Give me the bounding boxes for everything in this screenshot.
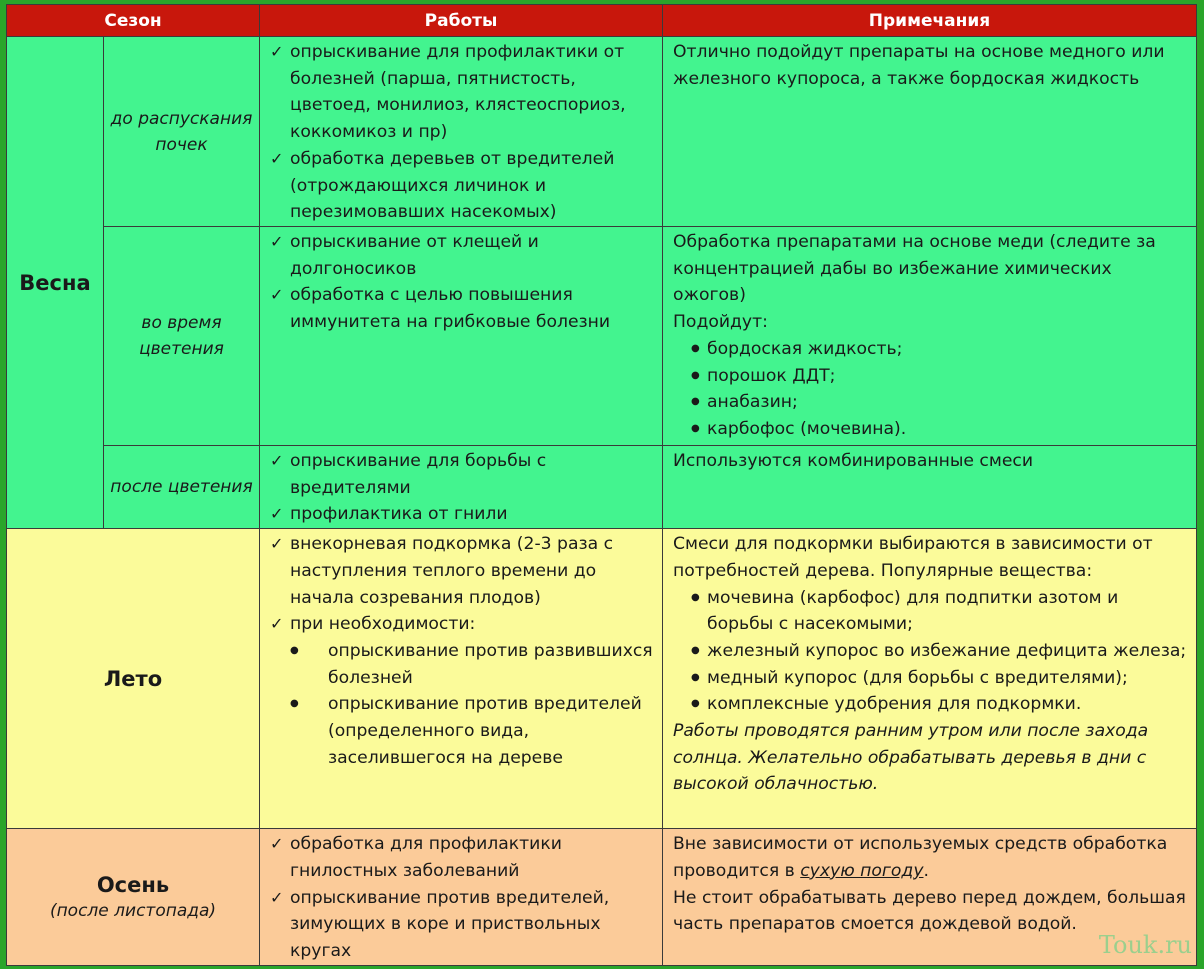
works-item: ✓ опрыскивание для профилактики от болезней (парша, пятнистость, цветоед, монилиоз, клястеоспориоз, коккомикоз и пр) [270, 39, 654, 146]
header-season: Сезон [7, 5, 260, 37]
table-row [7, 227, 1197, 446]
table-row [7, 37, 1197, 227]
works-cell [260, 446, 663, 529]
notes-list-item: ● мочевина (карбофос) для подпитки азотом и борьбы с насекомыми; [673, 585, 1188, 638]
notes-intro: Подойдут: [673, 312, 768, 333]
notes-underlined: сухую погоду [800, 860, 924, 881]
works-sub-item: ● опрыскивание против развившихся болезней [270, 638, 654, 691]
notes-list-item: ● порошок ДДТ; [673, 363, 1188, 390]
works-sub-item: ● опрыскивание против вредителей (определенного вида, заселившегося на дереве [270, 691, 654, 771]
phase-before-budding: до распускания почек [104, 37, 260, 227]
phase-during-bloom: во время цветения [104, 227, 260, 446]
notes-cell [663, 529, 1197, 829]
works-item: ✓ обработка с целью повышения иммунитета на грибковые болезни [270, 282, 654, 335]
works-item: ✓ опрыскивание для борьбы с вредителями [270, 448, 654, 501]
header-notes: Примечания [663, 5, 1197, 37]
notes-cell: Отлично подойдут препараты на основе медного или железного купороса, а также бордоская жидкость [663, 37, 1197, 227]
works-item: ✓ обработка деревьев от вредителей (отрождающихся личинок и перезимовавших насекомых) [270, 146, 654, 226]
works-item: ✓ профилактика от гнили [270, 501, 654, 528]
header-row [7, 5, 1197, 37]
header-works: Работы [260, 5, 663, 37]
works-cell [260, 829, 663, 966]
season-autumn [7, 829, 260, 966]
garden-treatment-table [6, 4, 1197, 966]
notes-list-item: ● бордоская жидкость; [673, 336, 1188, 363]
table-row [7, 446, 1197, 529]
season-spring: Весна [7, 37, 104, 529]
notes-text: Обработка препаратами на основе меди (следите за концентрацией дабы во избежание химических ожогов) [673, 232, 1156, 306]
works-item: ✓ при необходимости: [270, 611, 654, 638]
season-summer: Лето [7, 529, 260, 829]
notes-cell: Используются комбинированные смеси [663, 446, 1197, 529]
phase-after-bloom: после цветения [104, 446, 260, 529]
notes-list-item: ● анабазин; [673, 389, 1188, 416]
notes-pre: Вне зависимости от используемых средств обработка проводится в [673, 834, 1168, 881]
works-cell [260, 529, 663, 829]
works-cell [260, 227, 663, 446]
notes-cell [663, 227, 1197, 446]
notes-list-item: ● карбофос (мочевина). [673, 416, 1188, 443]
works-item: ✓ опрыскивание против вредителей, зимующих в коре и приствольных кругах [270, 885, 654, 965]
notes-list-item: ● медный купорос (для борьбы с вредителями); [673, 665, 1188, 692]
works-item: ✓ опрыскивание от клещей и долгоносиков [270, 229, 654, 282]
season-autumn-sub: (после листопада) [49, 900, 217, 921]
table-row [7, 529, 1197, 829]
notes-post: . [923, 860, 929, 881]
works-item: ✓ обработка для профилактики гнилостных заболеваний [270, 831, 654, 884]
season-autumn-label: Осень [96, 872, 170, 897]
notes-text-2: Не стоит обрабатывать дерево перед дождем, большая часть препаратов смоется дождевой водой. [673, 887, 1186, 935]
watermark: Touk.ru [1098, 931, 1192, 959]
notes-list-item: ● комплексные удобрения для подкормки. [673, 691, 1188, 718]
notes-list-item: ● железный купорос во избежание дефицита железа; [673, 638, 1188, 665]
notes-text: Смеси для подкормки выбираются в зависимости от потребностей дерева. Популярные вещества: [673, 534, 1153, 581]
works-cell [260, 37, 663, 227]
table-row [7, 829, 1197, 966]
notes-text [673, 831, 1188, 884]
works-item: ✓ внекорневая подкормка (2-3 раза с наступления теплого времени до начала созревания плодов) [270, 531, 654, 611]
notes-italic: Работы проводятся ранним утром или после захода солнца. Желательно обрабатывать деревья в дни с высокой облачностью. [673, 721, 1149, 795]
